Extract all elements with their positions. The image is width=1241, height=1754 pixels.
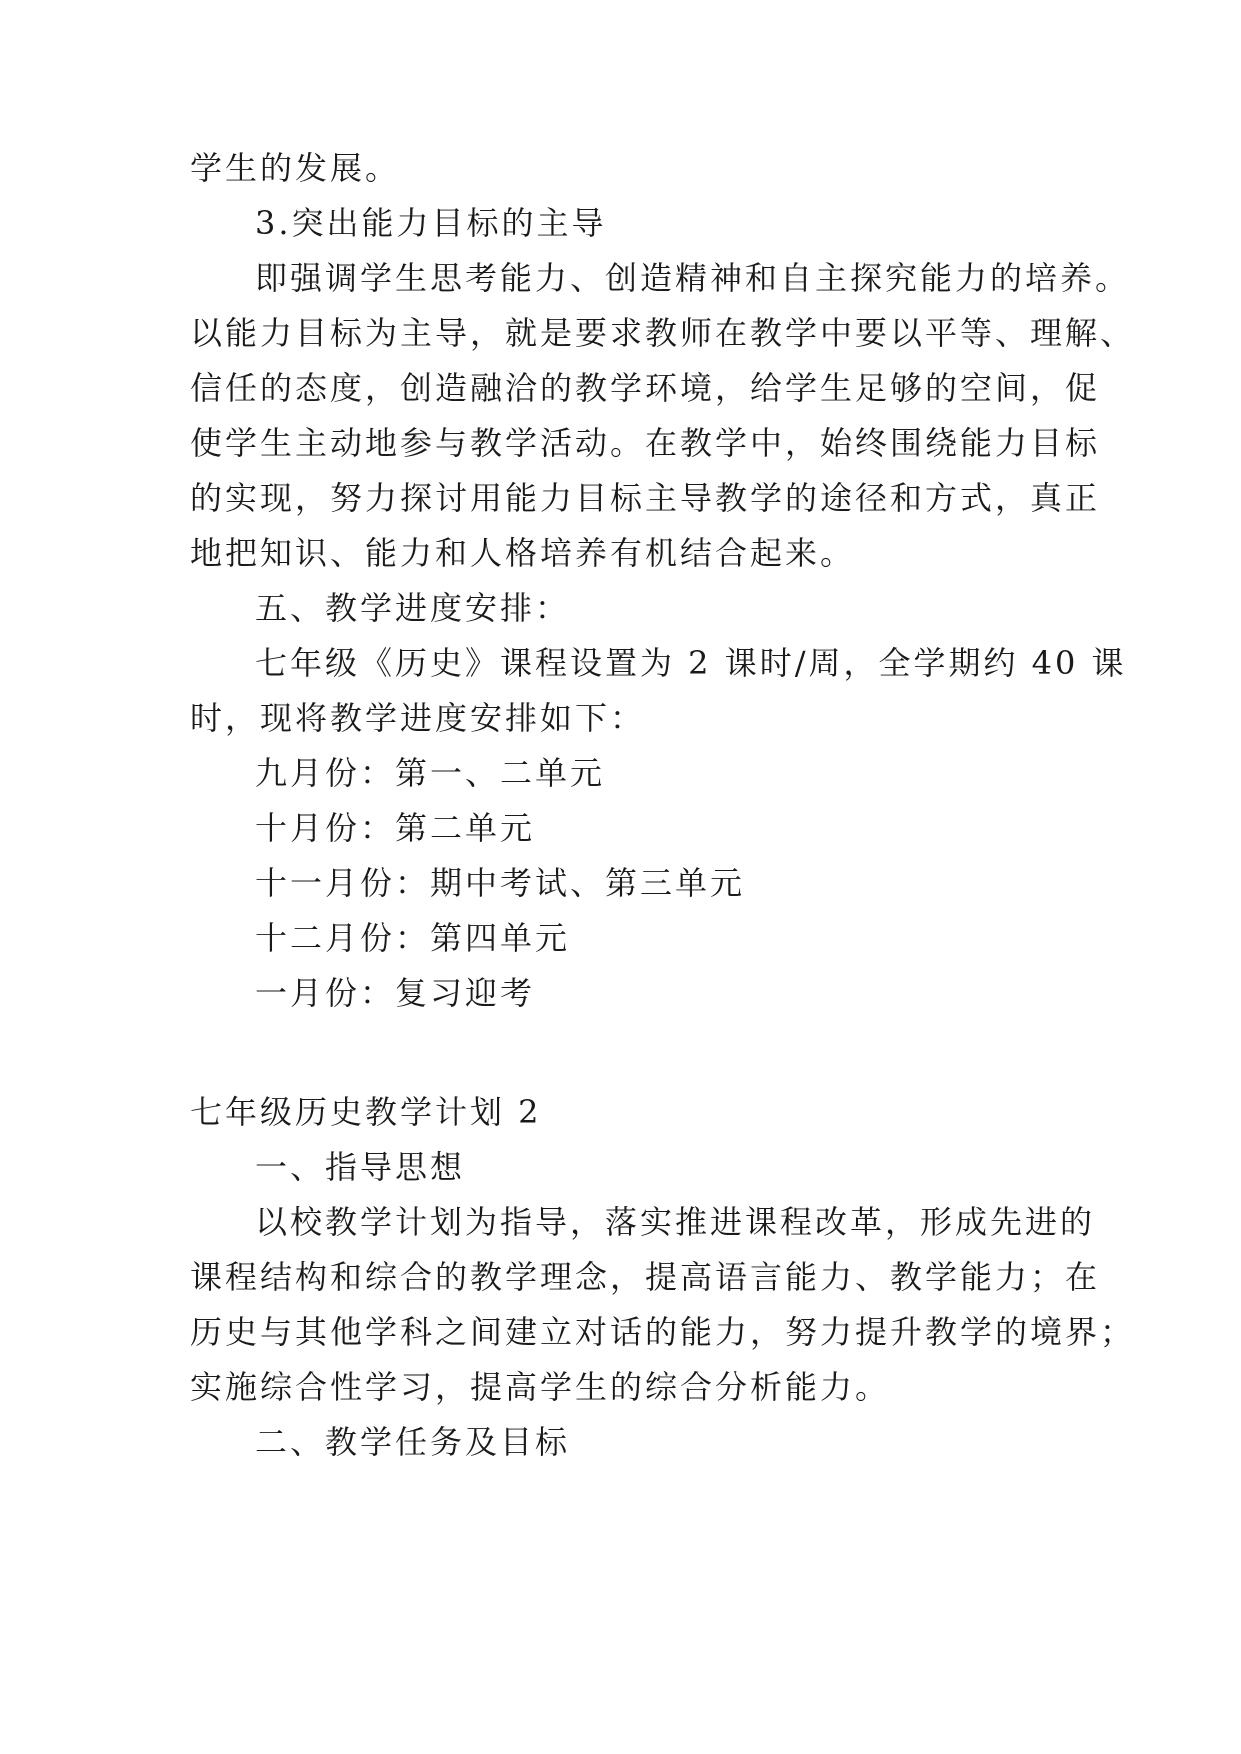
section-heading: 五、教学进度安排：: [255, 589, 571, 627]
paragraph-line: 实施综合性学习，提高学生的综合分析能力。: [190, 1368, 891, 1406]
paragraph-line: 历史与其他学科之间建立对话的能力，努力提升教学的境界；: [190, 1313, 1136, 1351]
paragraph-line: 的实现，努力探讨用能力目标主导教学的途径和方式，真正: [190, 479, 1101, 517]
schedule-item: 九月份：第一、二单元: [255, 754, 606, 792]
paragraph-line: 时，现将教学进度安排如下：: [190, 699, 646, 737]
paragraph-line: 地把知识、能力和人格培养有机结合起来。: [190, 534, 856, 572]
paragraph-line: 使学生主动地参与教学活动。在教学中，始终围绕能力目标: [190, 424, 1101, 462]
schedule-item: 十二月份：第四单元: [255, 919, 571, 957]
schedule-item: 十一月份：期中考试、第三单元: [255, 864, 746, 902]
paragraph-line: 课程结构和综合的教学理念，提高语言能力、教学能力；在: [190, 1258, 1101, 1296]
paragraph-line: 以校教学计划为指导，落实推进课程改革，形成先进的: [255, 1203, 1096, 1241]
schedule-item: 十月份：第二单元: [255, 809, 536, 847]
paragraph-line: 学生的发展。: [190, 149, 401, 187]
schedule-item: 一月份：复习迎考: [255, 974, 536, 1012]
paragraph-line: 信任的态度，创造融洽的教学环境，给学生足够的空间，促: [190, 369, 1101, 407]
section-heading: 3.突出能力目标的主导: [255, 204, 607, 242]
section-heading: 二、教学任务及目标: [255, 1423, 571, 1461]
paragraph-line: 即强调学生思考能力、创造精神和自主探究能力的培养。: [255, 259, 1131, 297]
document-title: 七年级历史教学计划 2: [190, 1093, 542, 1131]
paragraph-line: 以能力目标为主导，就是要求教师在教学中要以平等、理解、: [190, 314, 1136, 352]
section-heading: 一、指导思想: [255, 1148, 466, 1186]
paragraph-line: 七年级《历史》课程设置为 2 课时/周，全学期约 40 课: [255, 644, 1127, 682]
